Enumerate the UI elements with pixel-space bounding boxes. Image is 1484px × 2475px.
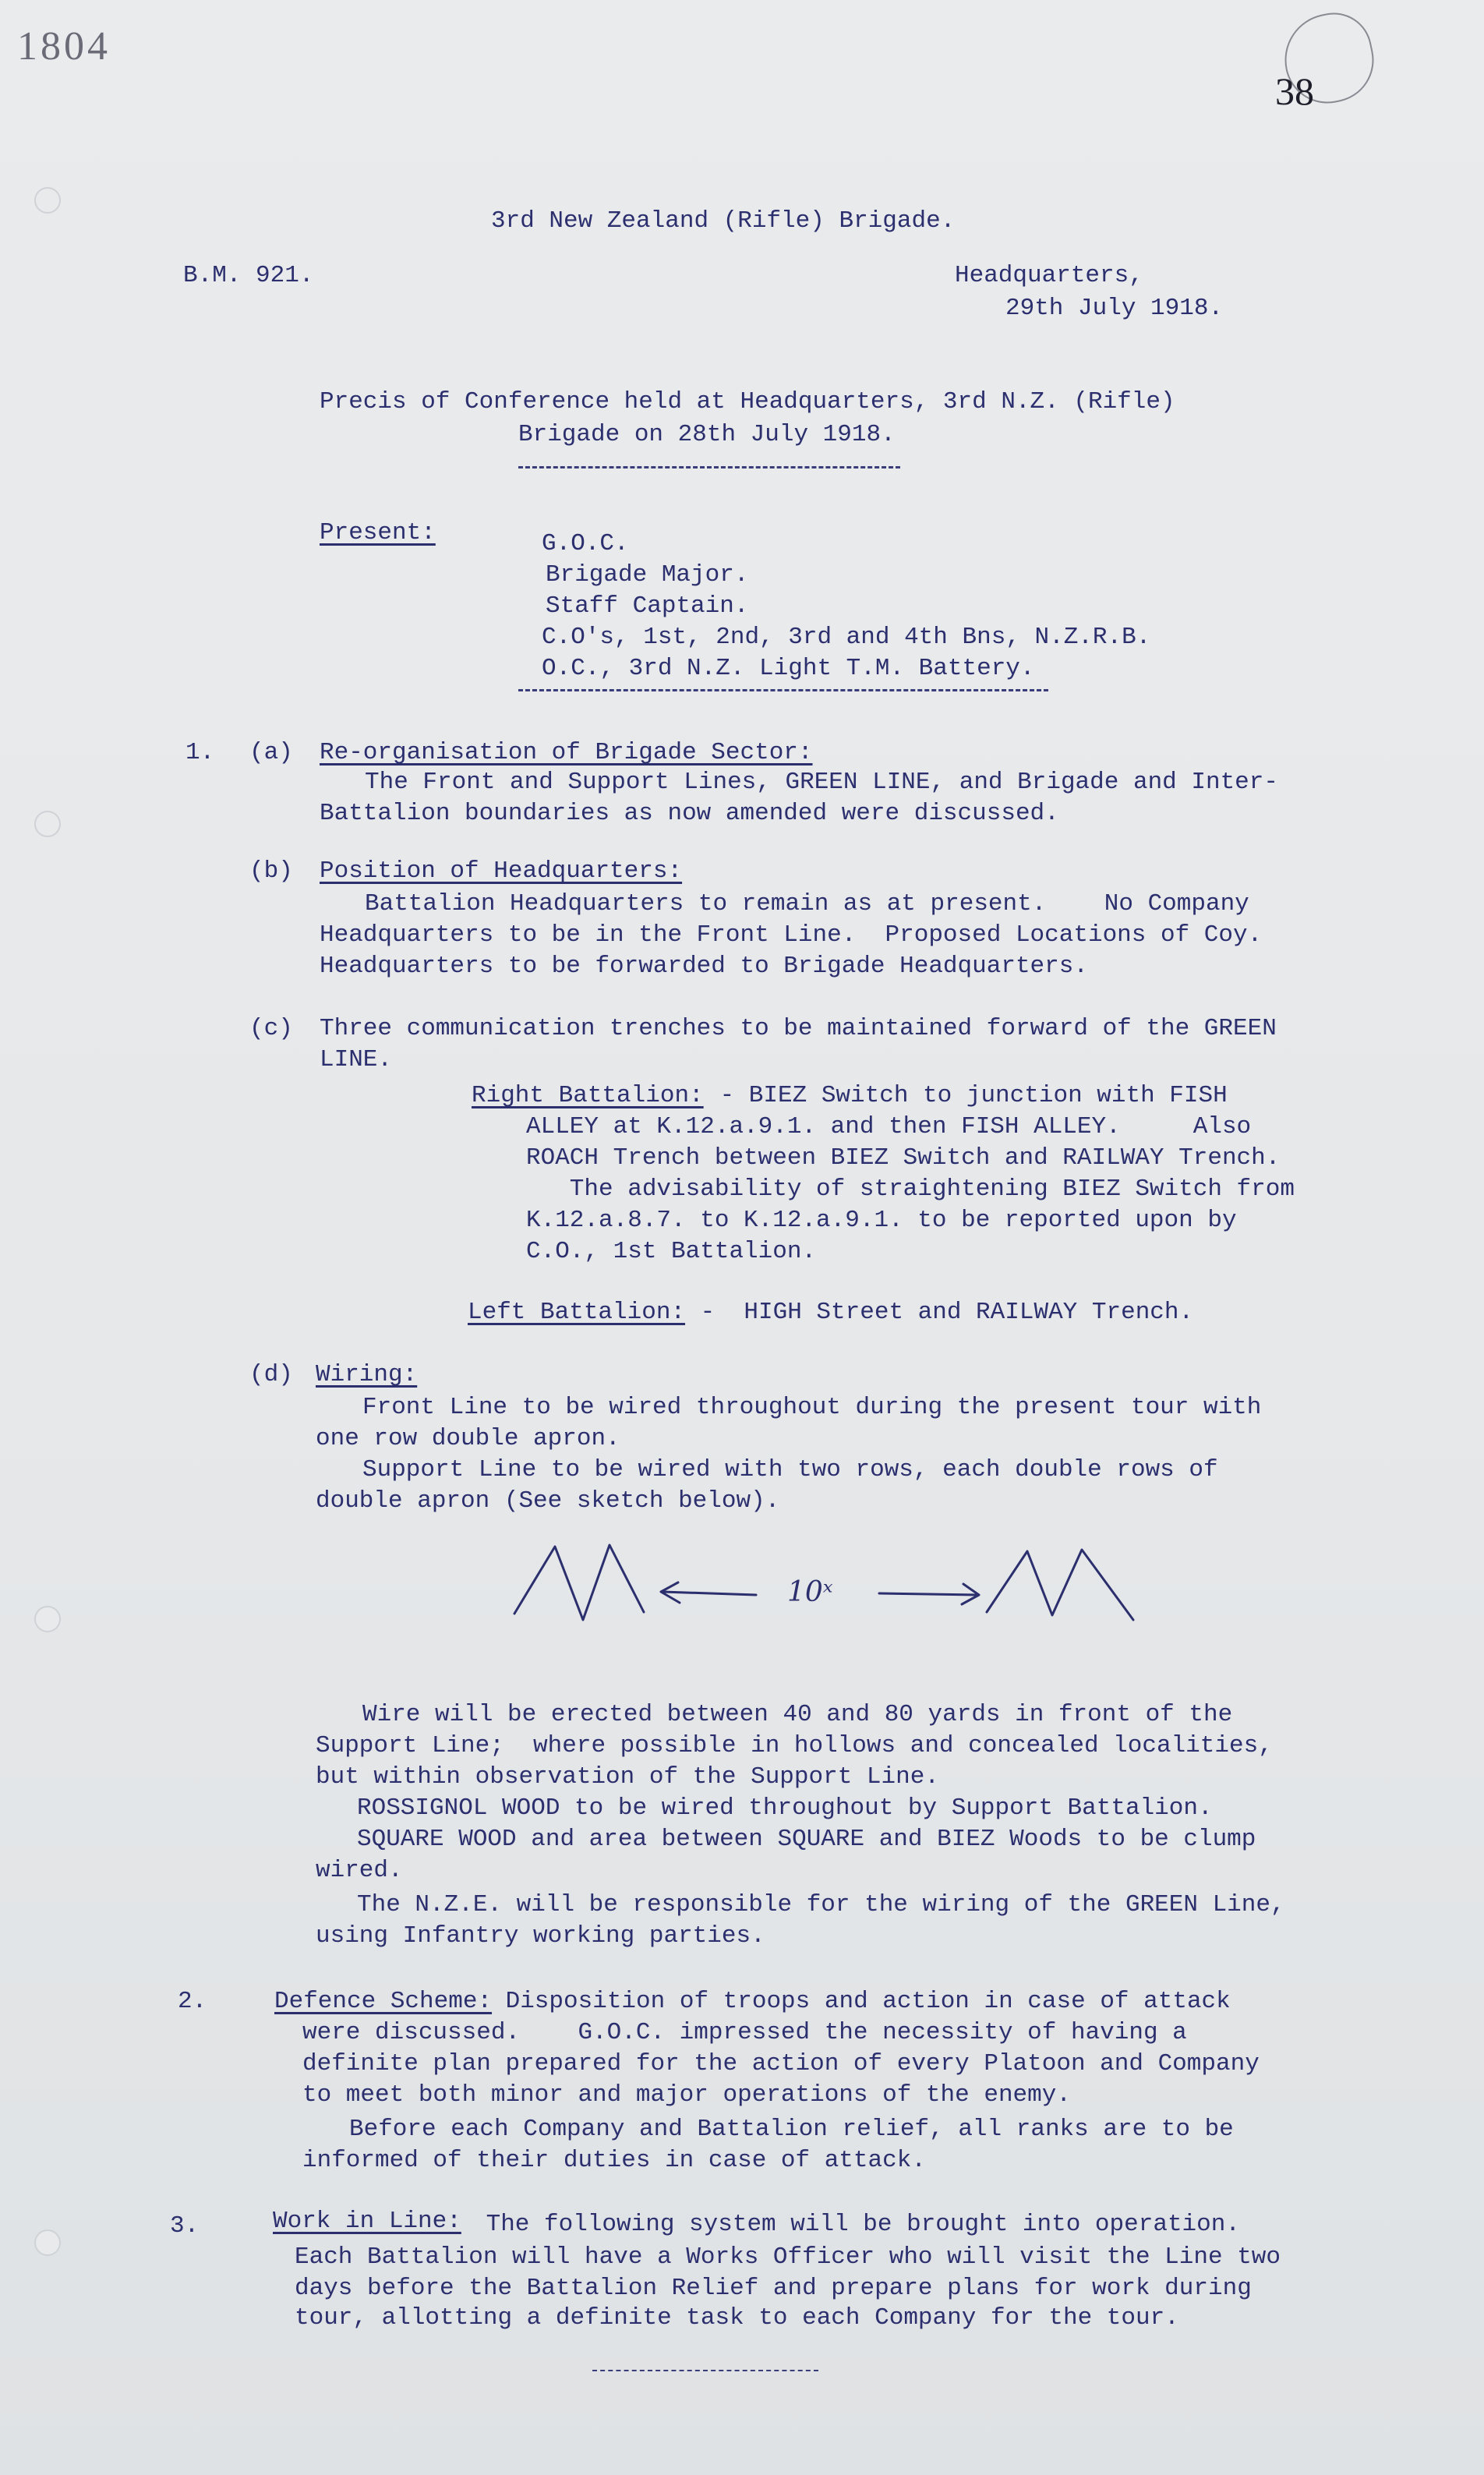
wire-zigzag-left [514,1545,644,1620]
punch-hole [34,811,61,837]
text-line: Support Line; where possible in hollows and concealed localities, [316,1732,1273,1759]
text-line: Support Line to be wired with two rows, each double rows of [362,1456,1218,1483]
subsection-heading: Re-organisation of Brigade Sector: [320,739,813,766]
text-line: one row double apron. [316,1425,620,1452]
text-line: but within observation of the Support Line. [316,1763,939,1791]
subsection-label: (c) [249,1015,293,1042]
text-line: Battalion boundaries as now amended were discussed. [320,800,1059,827]
text-line: The N.Z.E. will be responsible for the wiring of the GREEN Line, [357,1891,1285,1918]
subsection-heading: Wiring: [316,1361,418,1388]
text-line: - HIGH Street and RAILWAY Trench. [686,1299,1194,1326]
subsection-label: (b) [249,857,293,885]
text-line: Headquarters to be in the Front Line. Proposed Locations of Coy. [320,921,1263,949]
subsection-heading: Position of Headquarters: [320,857,683,885]
text-line: K.12.a.8.7. to K.12.a.9.1. to be reported upon by [526,1207,1237,1234]
section-number: 3. [170,2212,200,2240]
text-line: days before the Battalion Relief and prepare plans for work during [295,2275,1252,2302]
text-line: definite plan prepared for the action of every Platoon and Company [302,2050,1260,2077]
text-line: Three communication trenches to be maintained forward of the GREEN [320,1015,1277,1042]
text-line: Front Line to be wired throughout during the present tour with [362,1394,1262,1421]
text-line: ROSSIGNOL WOOD to be wired throughout by Support Battalion. [357,1794,1213,1822]
text-line: informed of their duties in case of attack. [302,2147,926,2174]
text-line: The following system will be brought into operation. [472,2211,1240,2238]
archive-number: 1804 [17,24,111,69]
text-line: Battalion Headquarters to remain as at present. No Company [365,890,1249,918]
text-line: double apron (See sketch below). [316,1487,780,1515]
text-line: Wire will be erected between 40 and 80 yards in front of the [362,1701,1233,1728]
text-line: Before each Company and Battalion relief, all ranks are to be [349,2116,1234,2143]
present-label: Present: [320,519,436,546]
section-heading: Work in Line: [273,2208,461,2235]
right-battalion-label: Right Battalion: [472,1082,704,1109]
text-line: SQUARE WOOD and area between SQUARE and BIEZ Woods to be clump [357,1826,1256,1853]
text-line: Headquarters to be forwarded to Brigade Headquarters. [320,953,1088,980]
text-line: using Infantry working parties. [316,1922,765,1950]
text-line: were discussed. G.O.C. impressed the necessity of having a [302,2019,1187,2046]
present-item: O.C., 3rd N.Z. Light T.M. Battery. [542,655,1035,682]
punch-hole [34,1606,61,1632]
present-item: Brigade Major. [546,561,749,589]
dimension-line-right [879,1593,977,1595]
hq-date: 29th July 1918. [1005,295,1224,322]
precis-title-line: Precis of Conference held at Headquarters, 3rd N.Z. (Rifle) [320,388,1175,415]
divider [592,2370,818,2371]
dimension-line-left [662,1592,756,1595]
hq-place: Headquarters, [955,262,1143,289]
text-line: Each Battalion will have a Works Officer who will visit the Line two [295,2243,1281,2271]
punch-hole [34,187,61,214]
page-number: 38 [1275,69,1314,113]
punch-hole [34,2229,61,2256]
present-item: C.O's, 1st, 2nd, 3rd and 4th Bns, N.Z.R.B. [542,624,1151,651]
wire-zigzag-right [987,1550,1133,1620]
divider [518,466,900,468]
text-line: tour, allotting a definite task to each Company for the tour. [295,2304,1179,2332]
text-line: The advisability of straightening BIEZ Switch from [526,1176,1295,1203]
section-number: 1. [186,739,215,766]
sketch-distance-label: 10ˣ [787,1576,833,1608]
left-battalion-label: Left Battalion: [468,1299,686,1326]
text-line: Disposition of troops and action in case of attack [491,1988,1231,2015]
text-line: C.O., 1st Battalion. [526,1238,817,1265]
section-number: 2. [178,1988,207,2015]
text-line: ROACH Trench between BIEZ Switch and RAILWAY Trench. [526,1144,1281,1172]
subsection-label: (d) [249,1361,293,1388]
divider [518,689,1048,691]
precis-title-line: Brigade on 28th July 1918. [518,421,896,448]
present-item: Staff Captain. [546,592,749,620]
text-line: - BIEZ Switch to junction with FISH [705,1082,1228,1109]
reference-number: B.M. 921. [183,262,314,289]
brigade-title: 3rd New Zealand (Rifle) Brigade. [491,207,956,235]
present-item: G.O.C. [542,530,629,557]
text-line: ALLEY at K.12.a.9.1. and then FISH ALLEY. Also [526,1113,1252,1140]
text-line: The Front and Support Lines, GREEN LINE, and Brigade and Inter- [365,769,1278,796]
text-line: LINE. [320,1046,393,1073]
subsection-label: (a) [249,739,293,766]
text-line: wired. [316,1857,403,1884]
section-heading: Defence Scheme: [274,1988,493,2015]
text-line: to meet both minor and major operations of the enemy. [302,2081,1071,2109]
